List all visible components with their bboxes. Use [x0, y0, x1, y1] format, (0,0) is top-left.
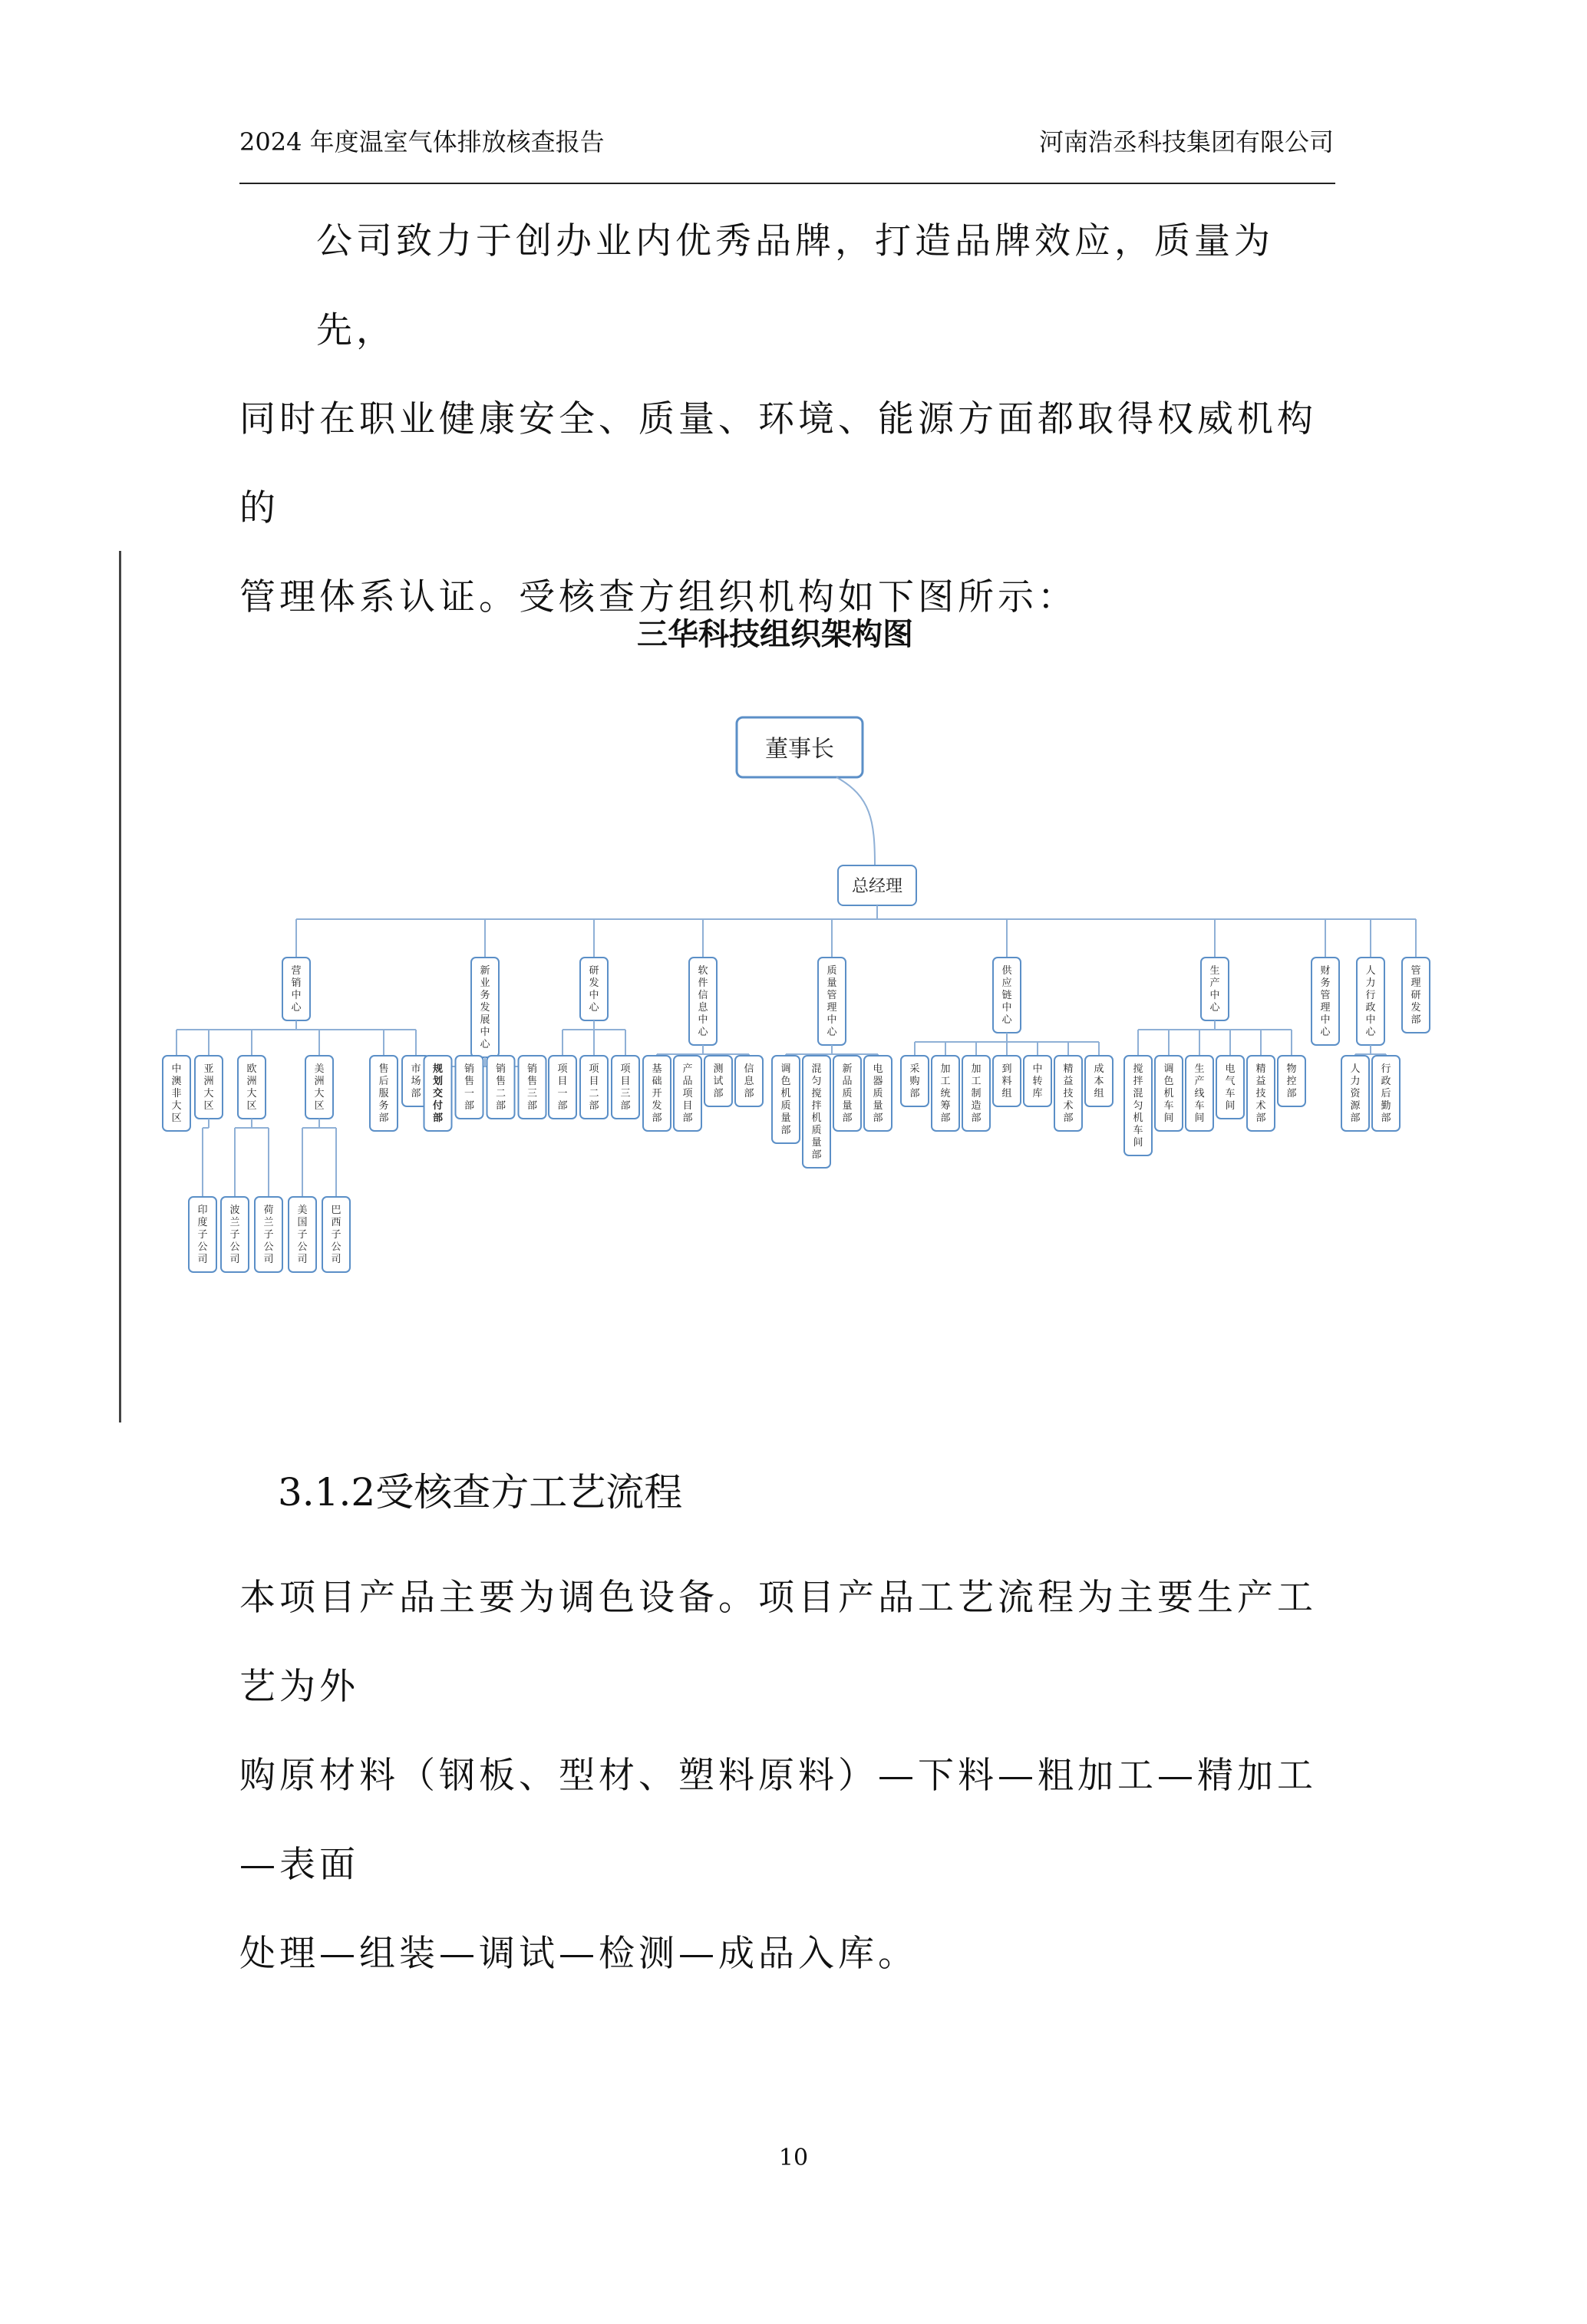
org-node-department	[1085, 1056, 1113, 1106]
node-label: 电器质量部	[873, 1063, 883, 1124]
org-node-department	[1186, 1056, 1213, 1131]
org-node-center	[1312, 958, 1339, 1045]
org-node-center	[993, 958, 1021, 1033]
node-label: 人力行政中心	[1365, 965, 1376, 1038]
org-node-department	[993, 1056, 1021, 1106]
org-node-center	[1357, 958, 1384, 1045]
node-label: 中转库	[1032, 1063, 1043, 1099]
org-node-department	[1278, 1056, 1305, 1106]
node-label: 研发中心	[589, 965, 599, 1014]
node-label: 基础开发部	[652, 1063, 662, 1124]
node-label: 加工制造部	[971, 1063, 982, 1124]
node-label: 亚洲大区	[203, 1063, 214, 1112]
org-node-department	[643, 1056, 671, 1131]
org-node-chairman	[737, 717, 863, 777]
node-label: 营销中心	[291, 965, 302, 1014]
header-rule	[239, 183, 1335, 184]
org-node-department	[704, 1056, 732, 1106]
node-label: 管理研发部	[1410, 965, 1421, 1026]
org-node-subsidiary	[189, 1197, 216, 1272]
org-node-department	[674, 1056, 701, 1131]
org-node-center	[471, 958, 499, 1057]
org-node-department	[1124, 1056, 1152, 1155]
org-node-subsidiary	[255, 1197, 282, 1272]
section-heading: 3.1.2受核查方工艺流程	[278, 1470, 683, 1515]
node-label: 采购部	[909, 1063, 920, 1099]
org-node-department	[1341, 1056, 1369, 1131]
org-node-department	[487, 1056, 515, 1119]
intro-line-1: 公司致力于创办业内优秀品牌，打造品牌效应，质量为先，	[316, 220, 1274, 351]
org-chart	[123, 591, 1458, 1281]
org-node-center	[1402, 958, 1430, 1033]
node-label: 项目二部	[589, 1063, 599, 1112]
node-label: 调色机质量部	[780, 1063, 791, 1136]
org-node-department	[195, 1056, 223, 1119]
org-node-center	[282, 958, 310, 1020]
org-node-department	[932, 1056, 959, 1131]
org-node-subsidiary	[289, 1197, 316, 1272]
node-label: 新业务发展中心	[480, 965, 490, 1050]
org-node-department	[305, 1056, 333, 1119]
org-node-general-manager	[838, 865, 916, 905]
org-node-department	[864, 1056, 892, 1131]
org-node-department	[1247, 1056, 1275, 1131]
node-label: 生产线车间	[1194, 1063, 1205, 1124]
node-label: 调色机车间	[1163, 1063, 1174, 1124]
org-node-department	[238, 1056, 266, 1119]
org-node-department	[580, 1056, 608, 1119]
org-node-subsidiary	[221, 1197, 249, 1272]
page-header-left: 2024 年度温室气体排放核查报告	[239, 127, 605, 157]
node-label: 波兰子公司	[229, 1205, 240, 1265]
org-node-department	[833, 1056, 861, 1131]
process-line-2: 购原材料（钢板、型材、塑料原料）—下料—粗加工—精加工—表面	[239, 1755, 1317, 1886]
connector-curve	[836, 777, 875, 865]
node-label: 董事长	[765, 736, 834, 763]
node-label: 项目一部	[557, 1063, 568, 1112]
node-label: 精益技术部	[1255, 1063, 1266, 1124]
org-node-department	[901, 1056, 929, 1106]
node-label: 精益技术部	[1063, 1063, 1074, 1124]
node-label: 产品项目部	[682, 1063, 693, 1124]
org-node-center	[580, 958, 608, 1020]
org-node-department	[163, 1056, 190, 1131]
node-label: 市场部	[411, 1063, 421, 1099]
org-node-department	[424, 1056, 452, 1131]
node-label: 欧洲大区	[246, 1063, 257, 1112]
node-label: 总经理	[851, 877, 903, 896]
node-label: 行政后勤部	[1381, 1063, 1391, 1124]
org-node-department	[1372, 1056, 1400, 1131]
node-label: 销售三部	[526, 1063, 538, 1112]
process-paragraph	[239, 1554, 1337, 1999]
node-label: 加工统筹部	[940, 1063, 951, 1124]
org-node-center	[818, 958, 846, 1045]
node-label: 美国子公司	[297, 1205, 308, 1265]
node-label: 规划交付部	[432, 1063, 444, 1124]
page-header-right: 河南浩丞科技集团有限公司	[1038, 127, 1334, 157]
org-node-department	[1155, 1056, 1183, 1131]
intro-paragraph	[239, 197, 1337, 642]
org-node-department	[962, 1056, 990, 1131]
org-node-department	[1024, 1056, 1051, 1106]
node-label: 项目三部	[620, 1063, 631, 1112]
intro-line-3: 管理体系认证。受核查方组织机构如下图所示：	[239, 576, 1077, 618]
node-label: 销售一部	[464, 1063, 475, 1112]
page-number: 10	[778, 2144, 809, 2171]
org-node-department	[772, 1056, 800, 1143]
node-label: 软件信息中心	[698, 965, 708, 1038]
org-node-center	[689, 958, 717, 1045]
node-label: 物控部	[1286, 1063, 1297, 1099]
figure-left-rule	[119, 551, 121, 1422]
org-chart-title: 三华科技组织架构图	[637, 617, 913, 652]
process-line-1: 本项目产品主要为调色设备。项目产品工艺流程为主要生产工艺为外	[239, 1577, 1317, 1708]
org-node-center	[1201, 958, 1229, 1020]
intro-line-2: 同时在职业健康安全、质量、环境、能源方面都取得权威机构的	[239, 398, 1317, 529]
org-node-department	[735, 1056, 763, 1106]
node-label: 中澳非大区	[171, 1063, 182, 1124]
node-label: 质量管理中心	[826, 965, 837, 1038]
node-label: 供应链中心	[1001, 965, 1012, 1026]
node-label: 搅拌混匀机车间	[1133, 1063, 1143, 1149]
node-label: 售后服务部	[378, 1063, 389, 1124]
org-node-subsidiary	[322, 1197, 350, 1272]
org-node-department	[370, 1056, 398, 1131]
node-label: 美洲大区	[314, 1063, 325, 1112]
org-node-department	[612, 1056, 639, 1119]
node-label: 新品质量部	[842, 1063, 853, 1124]
node-label: 电气车间	[1225, 1063, 1236, 1112]
org-node-department	[1216, 1056, 1244, 1119]
node-label: 财务管理中心	[1320, 965, 1331, 1038]
node-label: 测试部	[713, 1063, 724, 1099]
node-label: 混匀搅拌机质量部	[811, 1063, 822, 1161]
org-node-department	[456, 1056, 483, 1119]
node-label: 人力资源部	[1350, 1063, 1361, 1124]
node-label: 信息部	[744, 1063, 754, 1099]
node-label: 印度子公司	[197, 1205, 208, 1265]
org-node-department	[549, 1056, 576, 1119]
node-label: 荷兰子公司	[263, 1205, 274, 1265]
process-line-3: 处理—组装—调试—检测—成品入库。	[239, 1933, 918, 1975]
org-node-department	[1054, 1056, 1082, 1131]
node-label: 到料组	[1001, 1063, 1012, 1099]
org-node-department	[803, 1056, 830, 1168]
org-node-department	[519, 1056, 546, 1119]
node-label: 巴西子公司	[331, 1205, 341, 1265]
node-label: 生产中心	[1209, 965, 1220, 1014]
node-label: 成本组	[1094, 1063, 1104, 1099]
node-label: 销售二部	[495, 1063, 506, 1112]
